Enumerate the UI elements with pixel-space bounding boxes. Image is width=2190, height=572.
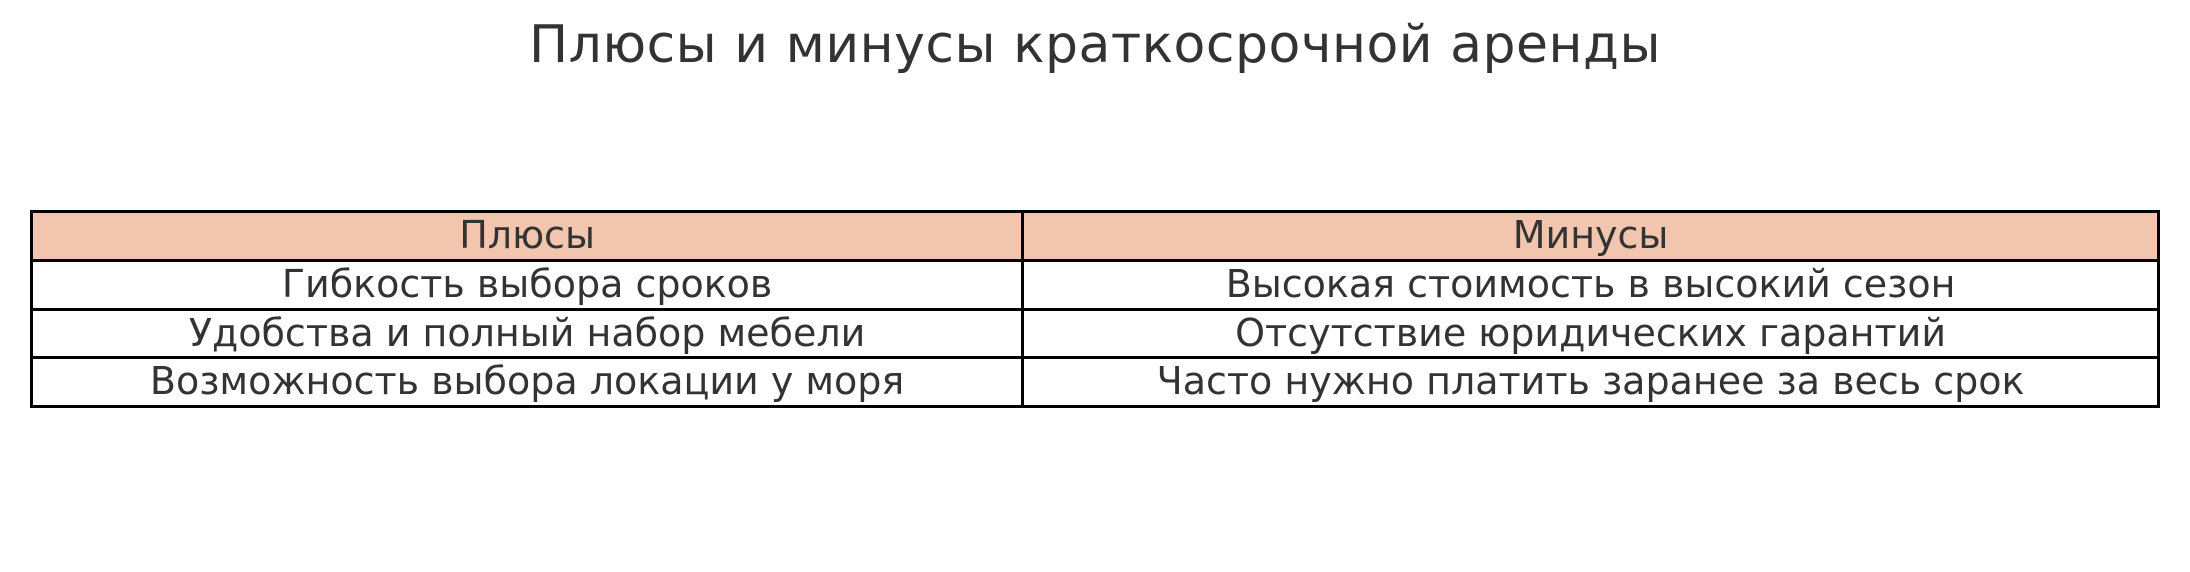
column-header-cons: Минусы <box>1023 212 2159 261</box>
table-row <box>32 358 2159 407</box>
table-cell-cons-1: Высокая стоимость в высокий сезон <box>1023 260 2159 309</box>
column-header-pros: Плюсы <box>32 212 1023 261</box>
figure-title: Плюсы и минусы краткосрочной аренды <box>528 15 1662 75</box>
table-cell-pros-3: Возможность выбора локации у моря <box>32 358 1023 407</box>
table-cell-cons-3: Часто нужно платить заранее за весь срок <box>1023 358 2159 407</box>
pros-cons-table <box>30 210 2160 408</box>
table-cell-cons-2: Отсутствие юридических гарантий <box>1023 309 2159 358</box>
table-row <box>32 260 2159 309</box>
table-header-row <box>32 212 2159 261</box>
table-cell-pros-1: Гибкость выбора сроков <box>32 260 1023 309</box>
table-cell-pros-2: Удобства и полный набор мебели <box>32 309 1023 358</box>
table-row <box>32 309 2159 358</box>
